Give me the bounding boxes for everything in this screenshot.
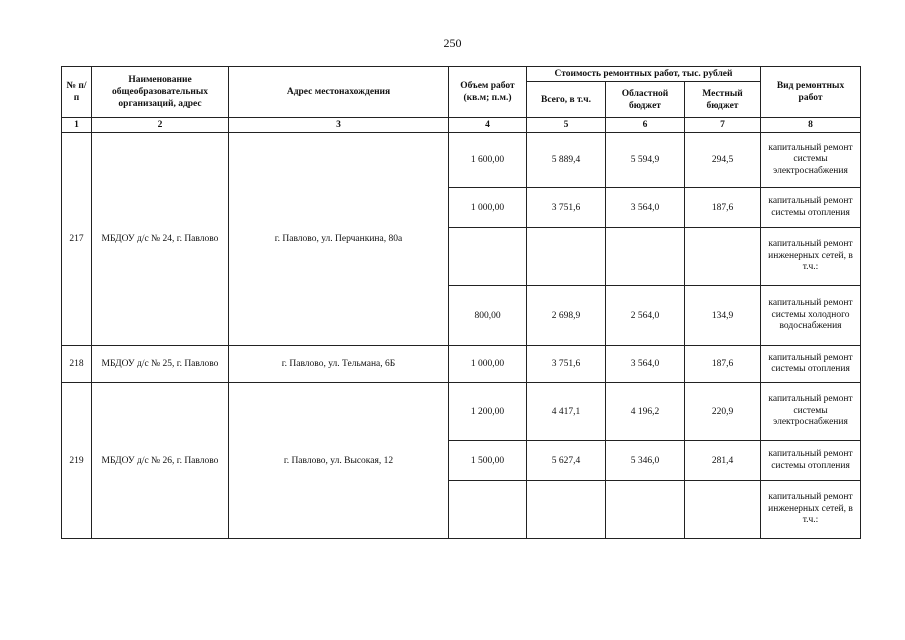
regional-cell bbox=[606, 228, 685, 286]
row-num: 217 bbox=[62, 133, 92, 346]
table-row bbox=[62, 383, 861, 441]
org-name: МБДОУ д/с № 26, г. Павлово bbox=[92, 383, 229, 539]
local-cell: 134,9 bbox=[685, 286, 761, 346]
row-num: 219 bbox=[62, 383, 92, 539]
work-type-cell: капитальный ремонт системы холодного водоснабжения bbox=[761, 286, 861, 346]
work-type-cell: капитальный ремонт системы электроснабжения bbox=[761, 133, 861, 188]
col-number: 6 bbox=[606, 118, 685, 133]
work-type-cell: капитальный ремонт системы электроснабжения bbox=[761, 383, 861, 441]
volume-cell bbox=[449, 228, 527, 286]
volume-cell: 800,00 bbox=[449, 286, 527, 346]
org-address: г. Павлово, ул. Высокая, 12 bbox=[229, 383, 449, 539]
col-number: 4 bbox=[449, 118, 527, 133]
header-total: Всего, в т.ч. bbox=[527, 82, 606, 118]
org-name: МБДОУ д/с № 25, г. Павлово bbox=[92, 346, 229, 383]
col-number: 3 bbox=[229, 118, 449, 133]
local-cell: 187,6 bbox=[685, 188, 761, 228]
local-cell: 187,6 bbox=[685, 346, 761, 383]
table-row bbox=[62, 346, 861, 383]
total-cell bbox=[527, 228, 606, 286]
header-org-name: Наименование общеобразовательных организаций, адрес bbox=[92, 67, 229, 118]
col-number: 8 bbox=[761, 118, 861, 133]
org-address: г. Павлово, ул. Тельмана, 6Б bbox=[229, 346, 449, 383]
header-num: № п/п bbox=[62, 67, 92, 118]
total-cell: 3 751,6 bbox=[527, 346, 606, 383]
regional-cell: 3 564,0 bbox=[606, 346, 685, 383]
page-number: 250 bbox=[443, 36, 462, 50]
volume-cell: 1 500,00 bbox=[449, 441, 527, 481]
header-address: Адрес местонахождения bbox=[229, 67, 449, 118]
col-number: 7 bbox=[685, 118, 761, 133]
regional-cell: 4 196,2 bbox=[606, 383, 685, 441]
local-cell bbox=[685, 228, 761, 286]
total-cell: 2 698,9 bbox=[527, 286, 606, 346]
volume-cell: 1 000,00 bbox=[449, 346, 527, 383]
total-cell: 5 889,4 bbox=[527, 133, 606, 188]
work-type-cell: капитальный ремонт системы отопления bbox=[761, 188, 861, 228]
org-name: МБДОУ д/с № 24, г. Павлово bbox=[92, 133, 229, 346]
total-cell bbox=[527, 481, 606, 539]
volume-cell: 1 200,00 bbox=[449, 383, 527, 441]
work-type-cell: капитальный ремонт системы отопления bbox=[761, 346, 861, 383]
org-address: г. Павлово, ул. Перчанкина, 80а bbox=[229, 133, 449, 346]
work-type-cell: капитальный ремонт инженерных сетей, в т.ч.: bbox=[761, 228, 861, 286]
local-cell bbox=[685, 481, 761, 539]
col-number: 1 bbox=[62, 118, 92, 133]
regional-cell: 2 564,0 bbox=[606, 286, 685, 346]
header-work-type: Вид ремонтных работ bbox=[761, 67, 861, 118]
total-cell: 4 417,1 bbox=[527, 383, 606, 441]
header-local: Местный бюджет bbox=[685, 82, 761, 118]
table-row bbox=[62, 133, 861, 188]
volume-cell bbox=[449, 481, 527, 539]
regional-cell: 3 564,0 bbox=[606, 188, 685, 228]
total-cell: 5 627,4 bbox=[527, 441, 606, 481]
header-volume: Объем работ (кв.м; п.м.) bbox=[449, 67, 527, 118]
work-type-cell: капитальный ремонт инженерных сетей, в т.ч.: bbox=[761, 481, 861, 539]
regional-cell: 5 594,9 bbox=[606, 133, 685, 188]
volume-cell: 1 000,00 bbox=[449, 188, 527, 228]
regional-cell: 5 346,0 bbox=[606, 441, 685, 481]
col-number: 2 bbox=[92, 118, 229, 133]
work-type-cell: капитальный ремонт системы отопления bbox=[761, 441, 861, 481]
header-cost-group: Стоимость ремонтных работ, тыс. рублей bbox=[527, 67, 761, 82]
volume-cell: 1 600,00 bbox=[449, 133, 527, 188]
local-cell: 281,4 bbox=[685, 441, 761, 481]
local-cell: 220,9 bbox=[685, 383, 761, 441]
repair-works-table bbox=[61, 66, 861, 539]
row-num: 218 bbox=[62, 346, 92, 383]
header-regional: Областной бюджет bbox=[606, 82, 685, 118]
col-number: 5 bbox=[527, 118, 606, 133]
regional-cell bbox=[606, 481, 685, 539]
local-cell: 294,5 bbox=[685, 133, 761, 188]
total-cell: 3 751,6 bbox=[527, 188, 606, 228]
